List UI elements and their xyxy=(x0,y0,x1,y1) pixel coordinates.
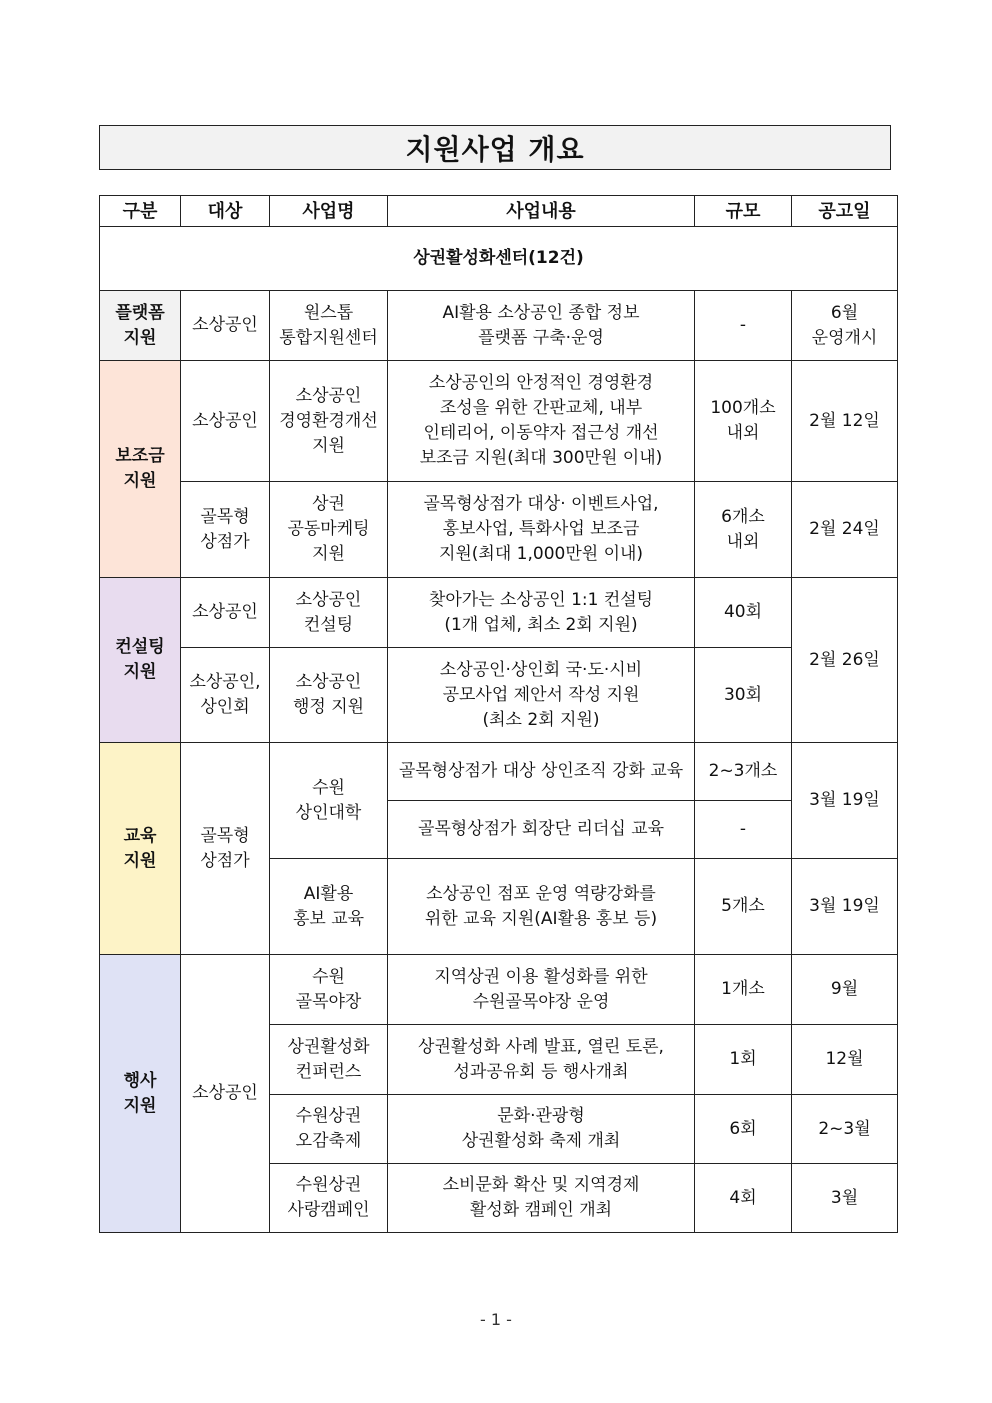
target-cell: 소상공인, 상인회 xyxy=(181,648,270,743)
date-cell: 3월 19일 xyxy=(792,743,898,859)
content-cell: 소상공인의 안정적인 경영환경 조성을 위한 간판교체, 내부 인테리어, 이동약자 접근성 개선 보조금 지원(최대 300만원 이내) xyxy=(388,361,695,482)
program-name-cell: 상권 공동마케팅 지원 xyxy=(270,482,388,578)
scale-cell: 40회 xyxy=(695,578,792,648)
category-education: 교육 지원 xyxy=(100,743,181,955)
program-table xyxy=(99,195,898,1233)
date-cell: 2월 26일 xyxy=(792,578,898,743)
program-name-cell: AI활용 홍보 교육 xyxy=(270,859,388,955)
section-title: 상권활성화센터(12건) xyxy=(100,227,898,291)
header-row xyxy=(100,196,898,227)
program-name-cell: 수원 골목야장 xyxy=(270,955,388,1025)
program-name-cell: 수원상권 사랑캠페인 xyxy=(270,1164,388,1233)
date-cell: 2월 24일 xyxy=(792,482,898,578)
scale-cell: 1회 xyxy=(695,1025,792,1095)
content-cell: 문화·관광형 상권활성화 축제 개최 xyxy=(388,1095,695,1164)
page-number: - 1 - xyxy=(480,1310,512,1329)
content-cell: 찾아가는 소상공인 1:1 컨설팅 (1개 업체, 최소 2회 지원) xyxy=(388,578,695,648)
table-row xyxy=(100,361,898,482)
content-cell: 지역상권 이용 활성화를 위한 수원골목야장 운영 xyxy=(388,955,695,1025)
table-row xyxy=(100,291,898,361)
header-scale: 규모 xyxy=(695,196,792,227)
program-name-cell: 원스톱 통합지원센터 xyxy=(270,291,388,361)
section-row xyxy=(100,227,898,291)
date-cell: 9월 xyxy=(792,955,898,1025)
category-consulting: 컨설팅 지원 xyxy=(100,578,181,743)
content-cell: 소상공인 점포 운영 역량강화를 위한 교육 지원(AI활용 홍보 등) xyxy=(388,859,695,955)
scale-cell: 4회 xyxy=(695,1164,792,1233)
category-platform: 플랫폼 지원 xyxy=(100,291,181,361)
content-cell: 소상공인·상인회 국·도·시비 공모사업 제안서 작성 지원 (최소 2회 지원) xyxy=(388,648,695,743)
date-cell: 2~3월 xyxy=(792,1095,898,1164)
date-cell: 2월 12일 xyxy=(792,361,898,482)
target-cell: 골목형 상점가 xyxy=(181,482,270,578)
program-name-cell: 수원 상인대학 xyxy=(270,743,388,859)
date-cell: 3월 19일 xyxy=(792,859,898,955)
scale-cell: 30회 xyxy=(695,648,792,743)
header-target: 대상 xyxy=(181,196,270,227)
scale-cell: - xyxy=(695,291,792,361)
scale-cell: 100개소 내외 xyxy=(695,361,792,482)
target-cell: 소상공인 xyxy=(181,291,270,361)
page-title: 지원사업 개요 xyxy=(99,125,891,170)
scale-cell: 1개소 xyxy=(695,955,792,1025)
header-content: 사업내용 xyxy=(388,196,695,227)
scale-cell: 6개소 내외 xyxy=(695,482,792,578)
program-name-cell: 수원상권 오감축제 xyxy=(270,1095,388,1164)
date-cell: 3월 xyxy=(792,1164,898,1233)
target-cell: 소상공인 xyxy=(181,955,270,1233)
table-row xyxy=(100,743,898,801)
header-date: 공고일 xyxy=(792,196,898,227)
category-subsidy: 보조금 지원 xyxy=(100,361,181,578)
date-cell: 12월 xyxy=(792,1025,898,1095)
table-row xyxy=(100,482,898,578)
program-name-cell: 소상공인 경영환경개선 지원 xyxy=(270,361,388,482)
content-cell: 상권활성화 사례 발표, 열린 토론, 성과공유회 등 행사개최 xyxy=(388,1025,695,1095)
category-event: 행사 지원 xyxy=(100,955,181,1233)
scale-cell: 5개소 xyxy=(695,859,792,955)
table-row xyxy=(100,955,898,1025)
target-cell: 소상공인 xyxy=(181,578,270,648)
program-name-cell: 상권활성화 컨퍼런스 xyxy=(270,1025,388,1095)
content-cell: 골목형상점가 대상 상인조직 강화 교육 xyxy=(388,743,695,801)
content-cell: 골목형상점가 대상· 이벤트사업, 홍보사업, 특화사업 보조금 지원(최대 1,000만원 이내) xyxy=(388,482,695,578)
program-name-cell: 소상공인 행정 지원 xyxy=(270,648,388,743)
scale-cell: 6회 xyxy=(695,1095,792,1164)
content-cell: 소비문화 확산 및 지역경제 활성화 캠페인 개최 xyxy=(388,1164,695,1233)
header-program-name: 사업명 xyxy=(270,196,388,227)
header-category: 구분 xyxy=(100,196,181,227)
date-cell: 6월 운영개시 xyxy=(792,291,898,361)
content-cell: AI활용 소상공인 종합 정보 플랫폼 구축·운영 xyxy=(388,291,695,361)
target-cell: 소상공인 xyxy=(181,361,270,482)
table-row xyxy=(100,578,898,648)
target-cell: 골목형 상점가 xyxy=(181,743,270,955)
scale-cell: 2~3개소 xyxy=(695,743,792,801)
program-name-cell: 소상공인 컨설팅 xyxy=(270,578,388,648)
content-cell: 골목형상점가 회장단 리더십 교육 xyxy=(388,801,695,859)
scale-cell: - xyxy=(695,801,792,859)
table-row xyxy=(100,648,898,743)
